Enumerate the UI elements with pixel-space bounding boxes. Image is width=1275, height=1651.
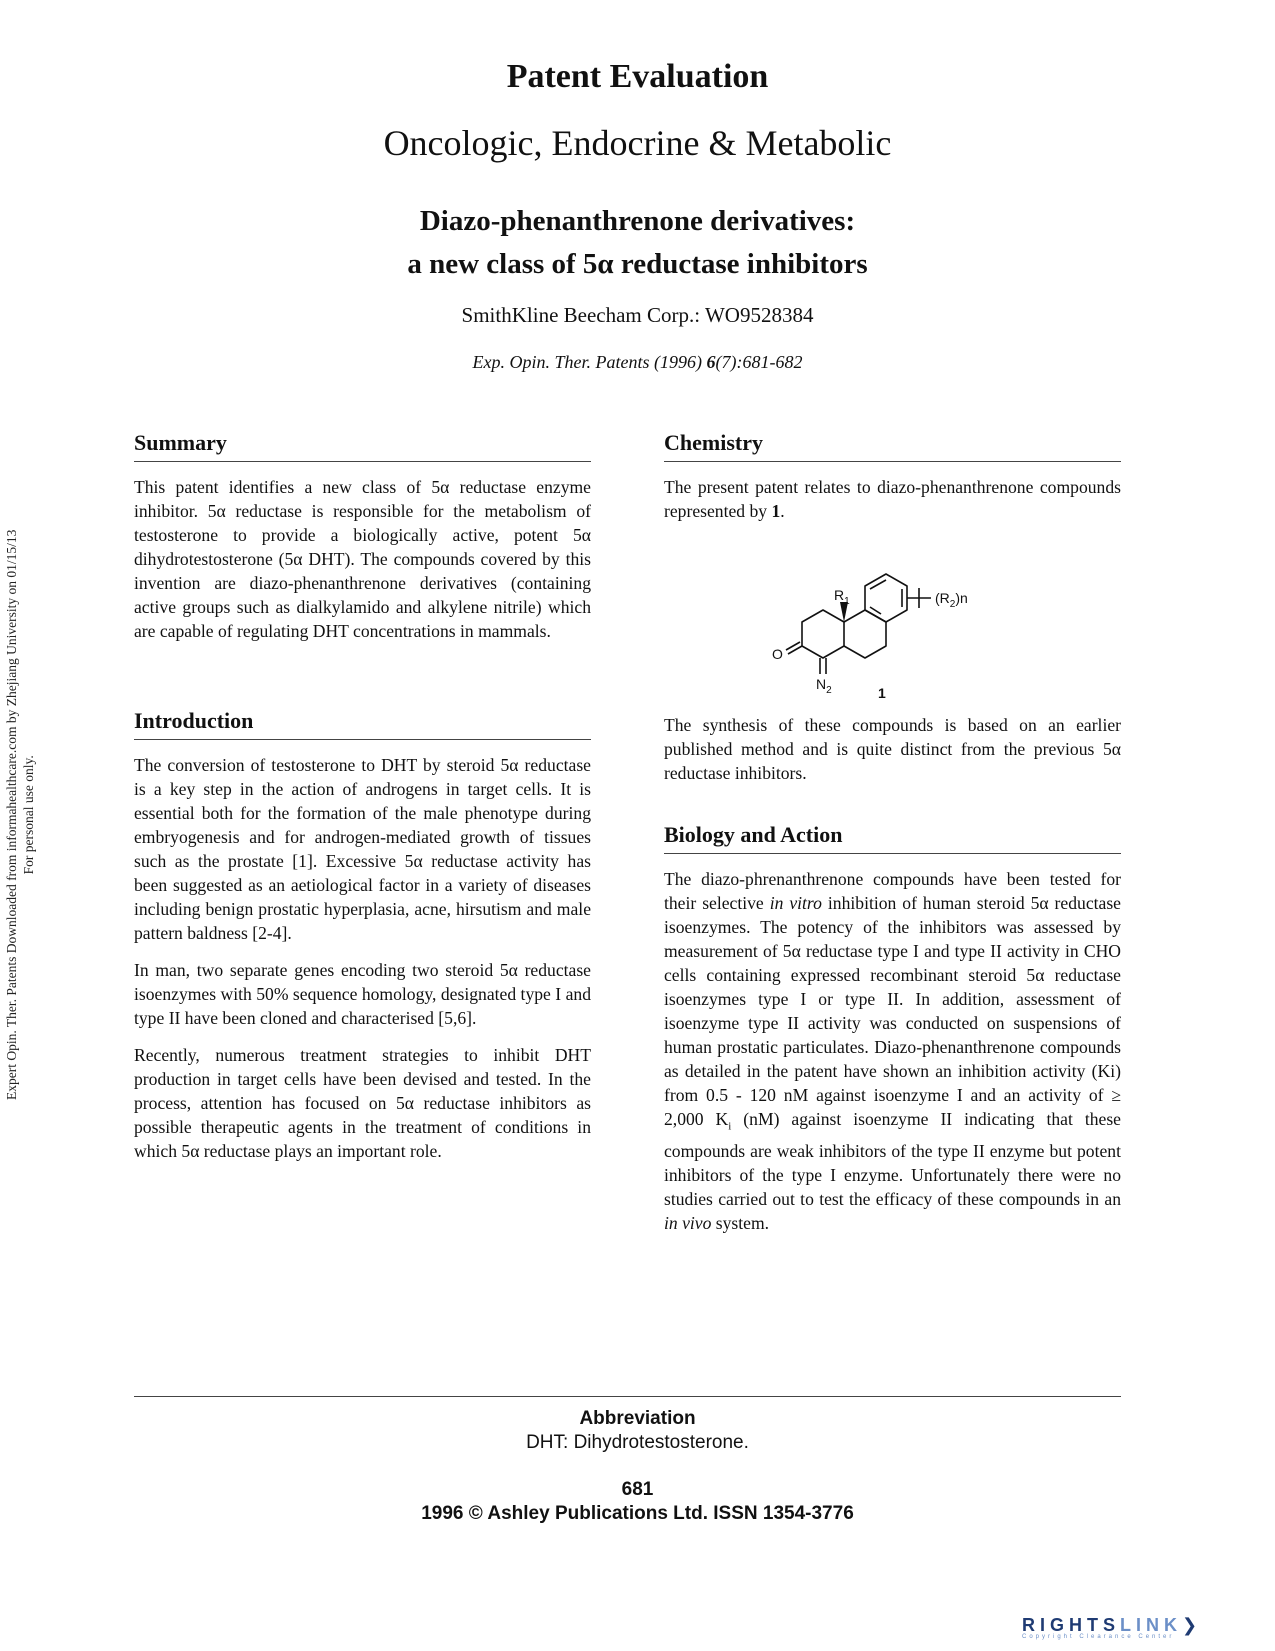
- download-stamp: [3, 530, 37, 1100]
- rightslink-logo: RIGHTSLINK❯ Copyright Clearance Center: [1022, 1615, 1203, 1640]
- biology-section: [664, 823, 1121, 1235]
- download-stamp-line-2: For personal use only.: [21, 755, 36, 875]
- citation-volume: 6: [706, 352, 716, 372]
- biology-heading: Biology and Action: [664, 823, 1121, 854]
- chemistry-heading: Chemistry: [664, 431, 1121, 462]
- chemistry-text-b: .: [780, 501, 785, 521]
- citation-journal: Exp. Opin. Ther. Patents (1996): [472, 352, 707, 372]
- structure-r2-label: $(R_2)n$: [934, 590, 968, 610]
- structure-oxygen-label: O: [771, 646, 783, 662]
- citation-pages: (7):681-682: [715, 352, 803, 372]
- in-vitro-term: in vitro: [769, 893, 822, 913]
- chemical-structure: [664, 536, 1121, 707]
- right-column: [664, 0, 1121, 1248]
- in-vivo-term: in vivo: [664, 1212, 712, 1233]
- section-title: Oncologic, Endocrine & Metabolic: [383, 123, 892, 163]
- download-stamp-line-1: Expert Opin. Ther. Patents Downloaded from informahealthcare.com by Zhejiang University on 01/15/13: [4, 529, 19, 1100]
- page-title: Patent Evaluation: [506, 58, 769, 95]
- introduction-section: [134, 709, 591, 1163]
- copyright-line: 1996 © Ashley Publications Ltd. ISSN 1354-3776: [421, 1503, 854, 1524]
- chemistry-paragraph-1: [664, 475, 1121, 523]
- biology-paragraph: The diazo-phrenanthrenone compounds have been tested for their selective in vitro inhibition of human steroid 5α reductase isoenzymes. The potency of the inhibitors was assessed by measurement of 5α reductase type I and type II activity in CHO cells containing expressed recombinant steroid 5α reductase isoenzymes type I or type II. In addition, assessment of isoenzyme type II activity was conducted on suspensions of human prostatic particulates. Diazo-phenanthrenone compounds as detailed in the patent have shown an inhibition activity (Ki) from 0.5 - 120 nM against isoenzyme I and an activity of ≥ 2,000 $K_i$ (nM) against isoenzyme II indicating that these compounds are weak inhibitors of the type II enzyme but potent inhibitors of the type I enzyme. Unfortunately there were no studies carried out to test the efficacy of these compounds in an in vivo system.: [664, 869, 1121, 1233]
- chemistry-text-a: The present patent relates to diazo-phenanthrenone compounds represented by: [664, 477, 1121, 521]
- abbreviation-heading: Abbreviation: [579, 1408, 696, 1429]
- page-number: 681: [621, 1479, 654, 1500]
- summary-heading: Summary: [134, 431, 591, 462]
- structure-r1-label: $R_1$: [833, 587, 850, 607]
- article-title-line-2: a new class of 5α reductase inhibitors: [407, 248, 868, 280]
- structure-n2-label: $N_2$: [815, 676, 832, 696]
- introduction-paragraph-3: Recently, numerous treatment strategies to inhibit DHT production in target cells have been devised and tested. In the process, attention has focused on 5α reductase inhibitors as possible therapeutic agents in the treatment of conditions in which 5α reductase plays an important role.: [134, 1045, 591, 1161]
- footer-divider: [134, 1396, 1121, 1397]
- summary-section: [134, 431, 591, 643]
- chemistry-paragraph-2: The synthesis of these compounds is based on an earlier published method and is quite distinct from the previous 5α reductase inhibitors.: [664, 715, 1121, 783]
- compound-ref: 1: [771, 501, 781, 521]
- article-company: SmithKline Beecham Corp.: WO9528384: [461, 303, 814, 327]
- left-column: [134, 0, 591, 1176]
- article-title-line-1: Diazo-phenanthrenone derivatives:: [419, 205, 856, 237]
- introduction-paragraph-1: The conversion of testosterone to DHT by steroid 5α reductase is a key step in the action of androgens in target cells. It is essential both for the formation of the male phenotype during embryogenesis and for androgen-mediated growth of tissues such as the prostate [1]. Excessive 5α reductase activity has been suggested as an aetiological factor in a variety of diseases including benign prostatic hyperplasia, acne, hirsutism and male pattern baldness [2-4].: [134, 755, 591, 943]
- structure-compound-number: 1: [877, 685, 886, 701]
- introduction-heading: Introduction: [134, 709, 591, 740]
- chemistry-section: [664, 431, 1121, 785]
- structure-diagram: [763, 536, 1023, 701]
- abbreviation-text: DHT: Dihydrotestosterone.: [526, 1432, 749, 1453]
- introduction-paragraph-2: In man, two separate genes encoding two steroid 5α reductase isoenzymes with 50% sequence homology, designated type I and type II have been cloned and characterised [5,6].: [134, 960, 591, 1028]
- summary-text: This patent identifies a new class of 5α reductase enzyme inhibitor. 5α reductase is responsible for the metabolism of testosterone to provide a biologically active, potent 5α dihydrotestosterone (5α DHT). The compounds covered by this invention are diazo-phenanthrenone derivatives (containing active groups such as dialkylamido and alkylene nitrile) which are capable of regulating DHT concentrations in mammals.: [134, 477, 591, 641]
- rightslink-arrow-icon: ❯: [1182, 1615, 1203, 1635]
